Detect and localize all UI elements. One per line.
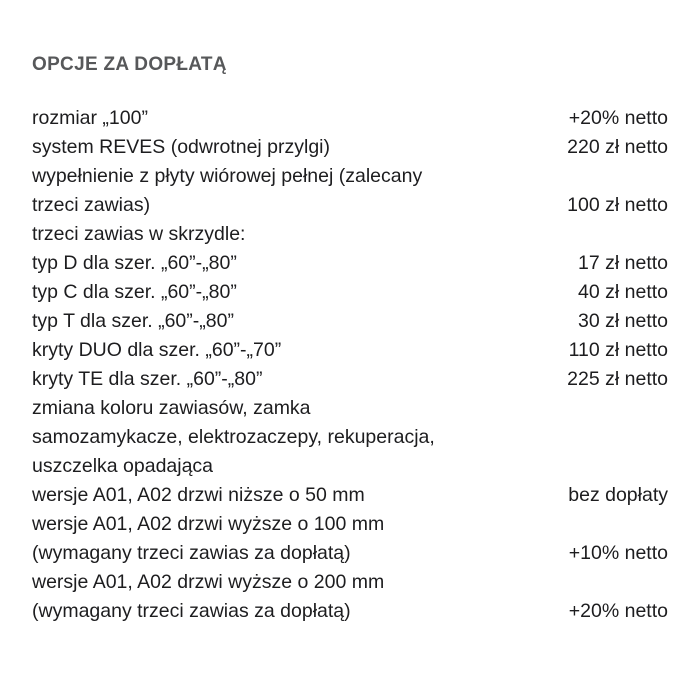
price-row — [32, 162, 668, 191]
option-label: typ C dla szer. „60”-„80” — [32, 281, 237, 303]
price-row — [32, 510, 668, 539]
option-label: (wymagany trzeci zawias za dopłatą) — [32, 542, 351, 564]
option-label: wersje A01, A02 drzwi wyższe o 100 mm — [32, 513, 385, 535]
option-price: 110 zł netto — [568, 339, 668, 361]
option-price: +20% netto — [568, 107, 668, 129]
option-label: wersje A01, A02 drzwi niższe o 50 mm — [32, 484, 365, 506]
option-label: kryty DUO dla szer. „60”-„70” — [32, 339, 282, 361]
option-price: 17 zł netto — [578, 252, 668, 274]
price-row — [32, 336, 668, 365]
option-label: kryty TE dla szer. „60”-„80” — [32, 368, 263, 390]
option-label: (wymagany trzeci zawias za dopłatą) — [32, 600, 351, 622]
option-price: 220 zł netto — [567, 136, 668, 158]
option-label: wypełnienie z płyty wiórowej pełnej (zalecany — [32, 165, 423, 187]
price-row — [32, 191, 668, 220]
option-price: 40 zł netto — [578, 281, 668, 303]
price-row — [32, 133, 668, 162]
option-label: zmiana koloru zawiasów, zamka — [32, 397, 311, 419]
price-row — [32, 249, 668, 278]
price-row — [32, 568, 668, 597]
option-price: 30 zł netto — [578, 310, 668, 332]
option-price: +20% netto — [568, 600, 668, 622]
price-row — [32, 423, 668, 452]
option-label: trzeci zawias w skrzydle: — [32, 223, 246, 245]
option-label: uszczelka opadająca — [32, 455, 214, 477]
option-price: +10% netto — [568, 542, 668, 564]
option-label: system REVES (odwrotnej przylgi) — [32, 136, 331, 158]
price-row — [32, 104, 668, 133]
price-row — [32, 394, 668, 423]
price-row — [32, 452, 668, 481]
price-row — [32, 365, 668, 394]
price-row — [32, 597, 668, 626]
price-row — [32, 307, 668, 336]
option-price: bez dopłaty — [568, 484, 668, 506]
option-label: samozamykacze, elektrozaczepy, rekuperacja, — [32, 426, 435, 448]
price-list — [32, 104, 668, 626]
option-label: typ D dla szer. „60”-„80” — [32, 252, 237, 274]
option-label: wersje A01, A02 drzwi wyższe o 200 mm — [32, 571, 385, 593]
option-price: 225 zł netto — [567, 368, 668, 390]
section-title: OPCJE ZA DOPŁATĄ — [32, 54, 227, 75]
price-row — [32, 539, 668, 568]
option-label: typ T dla szer. „60”-„80” — [32, 310, 234, 332]
price-row — [32, 481, 668, 510]
option-label: rozmiar „100” — [32, 107, 148, 129]
option-label: trzeci zawias) — [32, 194, 151, 216]
price-row — [32, 278, 668, 307]
option-price: 100 zł netto — [567, 194, 668, 216]
price-row — [32, 220, 668, 249]
